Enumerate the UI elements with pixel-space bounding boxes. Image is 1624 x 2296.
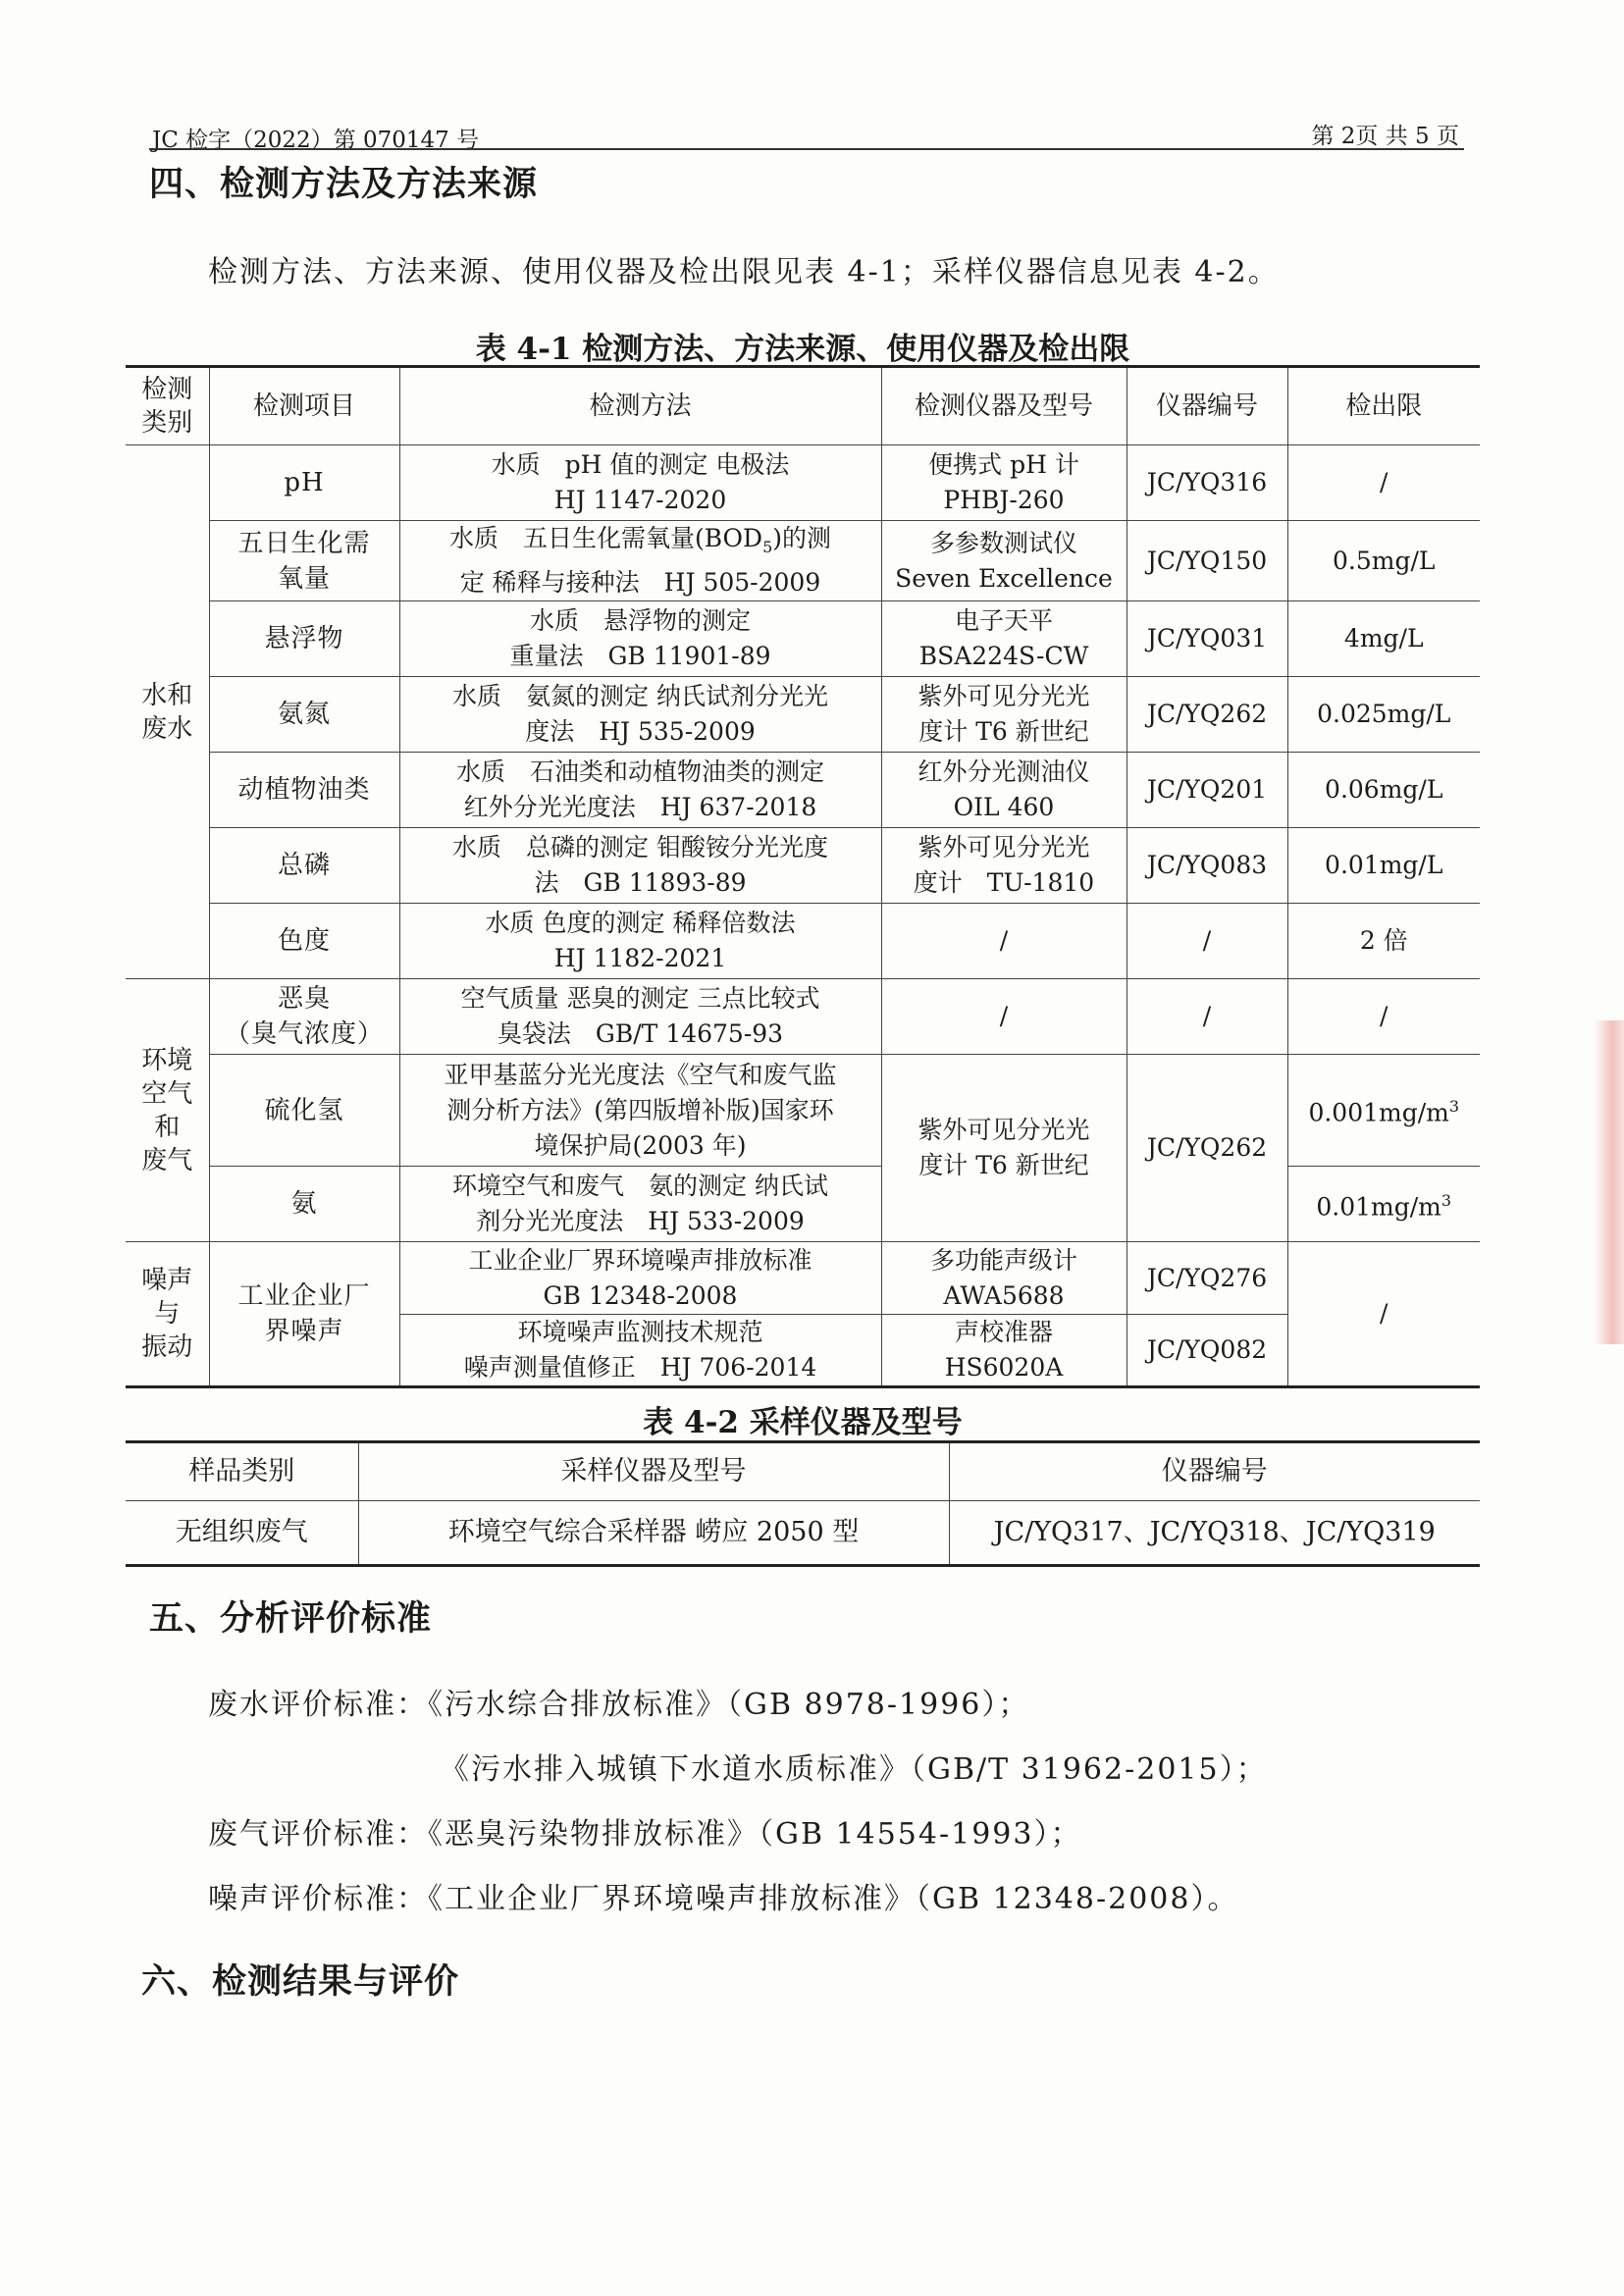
instrument-cell: 紫外可见分光光 度计 TU-1810 [881, 828, 1126, 904]
limit-cell: / [1287, 1242, 1480, 1387]
item-cell: 动植物油类 [209, 753, 399, 828]
table-row [126, 677, 1480, 753]
table-1 [126, 365, 1480, 1388]
instrument-cell: 紫外可见分光光 度计 T6 新世纪 [881, 677, 1126, 753]
table-row [126, 1501, 1480, 1566]
item-cell: 硫化氢 [209, 1055, 399, 1167]
method-cell: 环境空气和废气 氨的测定 纳氏试 剂分光光度法 HJ 533-2009 [399, 1167, 881, 1242]
standard-line: 废水评价标准：《污水综合排放标准》（GB 8978-1996）； [208, 1688, 1030, 1722]
section-6-title: 六、检测结果与评价 [141, 1961, 460, 2002]
method-cell: 环境噪声监测技术规范 噪声测量值修正 HJ 706-2014 [399, 1315, 881, 1387]
limit-cell [1287, 1167, 1480, 1242]
method-cell: 水质 pH 值的测定 电极法 HJ 1147-2020 [399, 445, 881, 521]
header-sampler: 采样仪器及型号 [358, 1442, 949, 1501]
header-sampler-number: 仪器编号 [949, 1442, 1480, 1501]
section-4-title: 四、检测方法及方法来源 [149, 164, 539, 204]
number-cell: / [1126, 904, 1287, 979]
method-text-b: )的测 定 稀释与接种法 HJ 505-2009 [459, 524, 832, 597]
header-item: 检测项目 [209, 367, 399, 445]
method-cell: 水质 石油类和动植物油类的测定 红外分光光度法 HJ 637-2018 [399, 753, 881, 828]
number-cell: / [1126, 979, 1287, 1055]
header-instrument: 检测仪器及型号 [881, 367, 1126, 445]
method-cell: 水质 总磷的测定 钼酸铵分光光度 法 GB 11893-89 [399, 828, 881, 904]
limit-superscript: 3 [1441, 1190, 1452, 1210]
limit-superscript: 3 [1448, 1097, 1460, 1117]
limit-cell: 0.01mg/L [1287, 828, 1480, 904]
number-cell: JC/YQ082 [1126, 1315, 1287, 1387]
standard-line: 噪声评价标准：《工业企业厂界环境噪声排放标准》（GB 12348-2008）。 [208, 1882, 1239, 1916]
item-cell: 悬浮物 [209, 601, 399, 677]
item-cell: 工业企业厂 界噪声 [209, 1242, 399, 1387]
instrument-cell: 紫外可见分光光 度计 T6 新世纪 [881, 1055, 1126, 1242]
header-limit: 检出限 [1287, 367, 1480, 445]
table-row [126, 601, 1480, 677]
category-noise: 噪声 与 振动 [126, 1242, 209, 1387]
number-cell: JC/YQ262 [1126, 677, 1287, 753]
header-number: 仪器编号 [1126, 367, 1287, 445]
instrument-cell: / [881, 979, 1126, 1055]
sample-type-cell: 无组织废气 [126, 1501, 358, 1566]
category-air: 环境 空气 和 废气 [126, 979, 209, 1242]
number-cell: JC/YQ031 [1126, 601, 1287, 677]
item-cell: 色度 [209, 904, 399, 979]
item-cell: 恶臭 （臭气浓度） [209, 979, 399, 1055]
method-cell: 水质 悬浮物的测定 重量法 GB 11901-89 [399, 601, 881, 677]
table-row [126, 828, 1480, 904]
item-cell: 总磷 [209, 828, 399, 904]
table-row [126, 521, 1480, 601]
section-4-intro: 检测方法、方法来源、使用仪器及检出限见表 4-1；采样仪器信息见表 4-2。 [208, 255, 1280, 289]
table-row [126, 904, 1480, 979]
table-2 [126, 1440, 1480, 1567]
instrument-cell: 多功能声级计 AWA5688 [881, 1242, 1126, 1315]
method-text-a: 水质 五日生化需氧量(BOD [448, 524, 763, 552]
number-cell: JC/YQ083 [1126, 828, 1287, 904]
header-sample-type: 样品类别 [126, 1442, 358, 1501]
method-cell [399, 521, 881, 601]
category-water: 水和 废水 [126, 445, 209, 979]
item-cell: 五日生化需 氧量 [209, 521, 399, 601]
page-indicator: 第 2页 共 5 页 [1311, 124, 1459, 149]
number-cell: JC/YQ150 [1126, 521, 1287, 601]
table-row [126, 1055, 1480, 1167]
limit-cell: 0.06mg/L [1287, 753, 1480, 828]
instrument-cell: 多参数测试仪 Seven Excellence [881, 521, 1126, 601]
number-cell: JC/YQ276 [1126, 1242, 1287, 1315]
instrument-cell: 电子天平 BSA224S-CW [881, 601, 1126, 677]
limit-cell: 2 倍 [1287, 904, 1480, 979]
seal-edge-mark [1595, 1020, 1624, 1344]
sampler-cell: 环境空气综合采样器 崂应 2050 型 [358, 1501, 949, 1566]
table-row [126, 445, 1480, 521]
limit-text: 0.01mg/m [1316, 1192, 1441, 1222]
method-cell: 水质 氨氮的测定 纳氏试剂分光光 度法 HJ 535-2009 [399, 677, 881, 753]
limit-cell [1287, 1055, 1480, 1167]
limit-text: 0.001mg/m [1308, 1098, 1449, 1127]
number-cell: JC/YQ262 [1126, 1055, 1287, 1242]
limit-cell: 0.5mg/L [1287, 521, 1480, 601]
method-cell: 水质 色度的测定 稀释倍数法 HJ 1182-2021 [399, 904, 881, 979]
method-cell: 空气质量 恶臭的测定 三点比较式 臭袋法 GB/T 14675-93 [399, 979, 881, 1055]
table-1-caption: 表 4-1 检测方法、方法来源、使用仪器及检出限 [475, 332, 1130, 367]
section-5-title: 五、分析评价标准 [149, 1598, 433, 1639]
table-row [126, 753, 1480, 828]
number-cell: JC/YQ316 [1126, 445, 1287, 521]
standard-line: 废气评价标准：《恶臭污染物排放标准》（GB 14554-1993）； [208, 1817, 1082, 1852]
instrument-cell: 便携式 pH 计 PHBJ-260 [881, 445, 1126, 521]
limit-cell: / [1287, 979, 1480, 1055]
table-row [126, 979, 1480, 1055]
item-cell: pH [209, 445, 399, 521]
limit-cell: 0.025mg/L [1287, 677, 1480, 753]
instrument-cell: / [881, 904, 1126, 979]
method-subscript: 5 [762, 538, 773, 556]
limit-cell: 4mg/L [1287, 601, 1480, 677]
table-row [126, 1242, 1480, 1315]
limit-cell: / [1287, 445, 1480, 521]
method-cell: 工业企业厂界环境噪声排放标准 GB 12348-2008 [399, 1242, 881, 1315]
header-category: 检测 类别 [126, 367, 209, 445]
header-rule [149, 148, 1464, 150]
item-cell: 氨氮 [209, 677, 399, 753]
report-number: JC 检字（2022）第 070147 号 [152, 128, 480, 153]
standard-line: 《污水排入城镇下水道水质标准》（GB/T 31962-2015）； [440, 1752, 1268, 1787]
method-cell: 亚甲基蓝分光光度法《空气和废气监 测分析方法》(第四版增补版)国家环 境保护局(2003 年) [399, 1055, 881, 1167]
instrument-cell: 红外分光测油仪 OIL 460 [881, 753, 1126, 828]
sampler-number-cell: JC/YQ317、JC/YQ318、JC/YQ319 [949, 1501, 1480, 1566]
table-2-caption: 表 4-2 采样仪器及型号 [643, 1405, 963, 1440]
number-cell: JC/YQ201 [1126, 753, 1287, 828]
item-cell: 氨 [209, 1167, 399, 1242]
header-method: 检测方法 [399, 367, 881, 445]
instrument-cell: 声校准器 HS6020A [881, 1315, 1126, 1387]
